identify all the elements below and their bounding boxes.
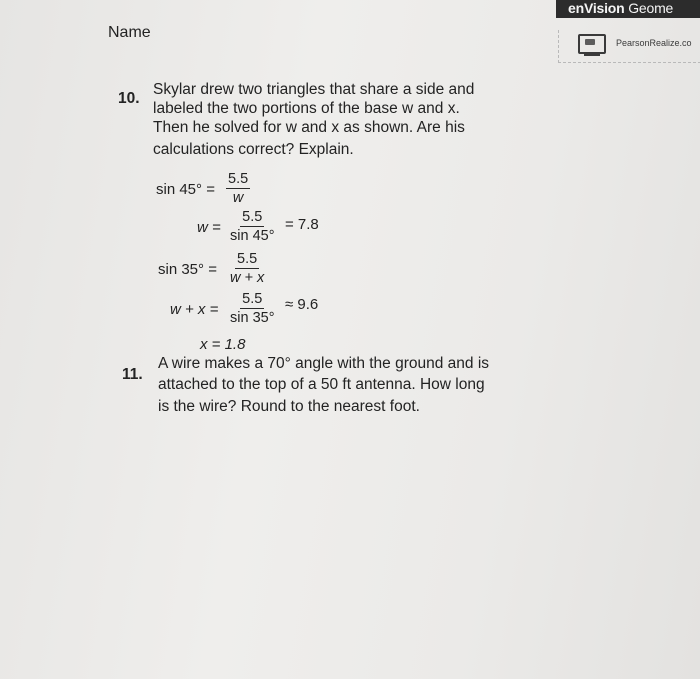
name-label: Name [108,24,151,41]
eq2-numerator: 5.5 [242,209,263,225]
brand-bold: enVision [568,0,625,16]
eq2-rhs: = 7.8 [285,216,319,233]
eq3-denominator: w + x [230,270,265,286]
brand-rest: Geome [628,0,674,16]
question-11-line-1: A wire makes a 70° angle with the ground and is [158,355,490,372]
monitor-stand [584,54,600,56]
question-10-line-4: calculations correct? Explain. [153,141,354,158]
eq4-fraction [228,291,277,326]
eq2-lhs: w = [197,219,221,236]
question-10-line-3: Then he solved for w and x as shown. Are his [153,119,465,136]
eq3-lhs: sin 35° = [158,261,217,278]
question-11-number: 11. [122,366,143,383]
realize-link[interactable]: PearsonRealize.co [616,38,692,48]
eq1-denominator: w [232,190,244,206]
eq4-lhs: w + x = [170,301,219,318]
eq1-lhs: sin 45° = [156,181,215,198]
eq2-denominator: sin 45° [230,228,275,244]
eq4-rhs: ≈ 9.6 [285,296,319,313]
question-11-line-3: is the wire? Round to the nearest foot. [158,398,420,415]
envision-brand [568,0,673,16]
question-11-line-2: attached to the top of a 50 ft antenna. How long [158,376,485,393]
eq2-fraction [228,209,277,244]
eq4-numerator: 5.5 [242,291,263,307]
eq3-numerator: 5.5 [237,251,258,267]
question-10-line-1: Skylar drew two triangles that share a side and [153,81,475,98]
eq3-fraction [228,251,266,286]
eq5: x = 1.8 [200,336,246,353]
question-10-line-2: labeled the two portions of the base w and x. [153,100,460,117]
question-10-number: 10. [118,90,140,107]
eq1-numerator: 5.5 [228,171,249,187]
monitor-icon [578,34,606,54]
eq1-fraction [226,171,250,206]
eq4-denominator: sin 35° [230,310,275,326]
